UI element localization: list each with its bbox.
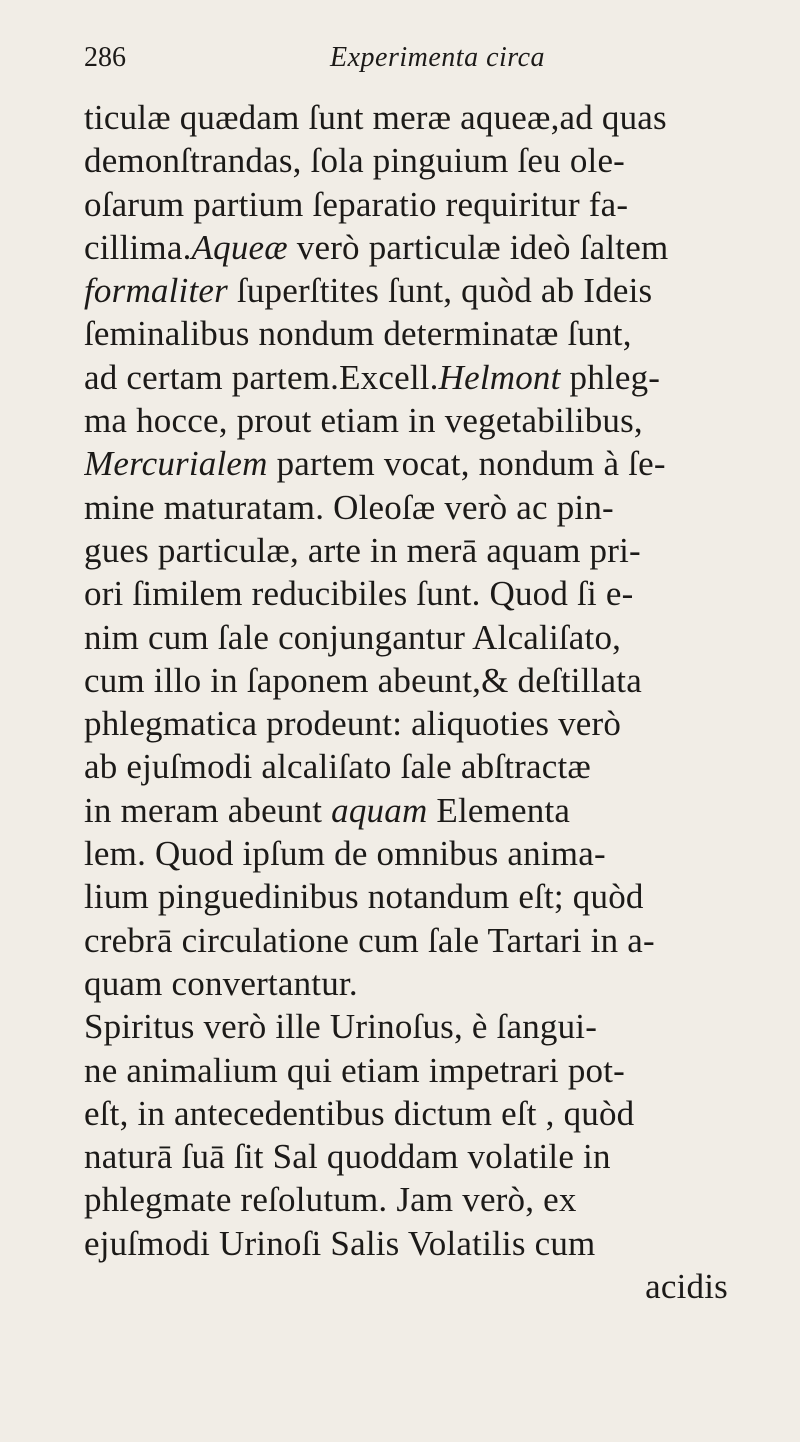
text-segment: phlegmatica prodeunt: aliquoties verò bbox=[84, 704, 622, 744]
text-line bbox=[84, 1135, 734, 1178]
text-segment: phleg- bbox=[560, 357, 661, 397]
italic-segment: formaliter bbox=[84, 271, 228, 311]
text-line bbox=[84, 1049, 734, 1092]
text-segment: phlegmate reſolutum. Jam verò, ex bbox=[84, 1180, 577, 1220]
text-segment: in meram abeunt bbox=[84, 790, 332, 830]
text-line bbox=[84, 96, 734, 139]
text-segment: ori ſimilem reducibiles ſunt. Quod ſi e- bbox=[84, 574, 634, 614]
text-line bbox=[84, 529, 734, 572]
text-segment: demonſtrandas, ſola pinguium ſeu ole- bbox=[84, 141, 626, 181]
text-line bbox=[84, 832, 734, 875]
text-line bbox=[84, 919, 734, 962]
text-line bbox=[84, 442, 734, 485]
text-segment: lium pinguedinibus notandum eſt; quòd bbox=[84, 877, 644, 917]
text-segment: ab ejuſmodi alcaliſato ſale abſtractæ bbox=[84, 747, 591, 787]
text-line bbox=[84, 659, 734, 702]
text-line bbox=[84, 1005, 734, 1048]
text-segment: cum illo in ſaponem abeunt,& deſtillata bbox=[84, 660, 642, 700]
text-segment: nim cum ſale conjungantur Alcaliſato, bbox=[84, 617, 622, 657]
italic-segment: Aqueæ bbox=[191, 227, 288, 267]
text-segment: ſeminalibus nondum determinatæ ſunt, bbox=[84, 314, 632, 354]
page-number: 286 bbox=[84, 42, 126, 73]
text-segment: Elementa bbox=[427, 790, 571, 830]
text-segment: ne animalium qui etiam impetrari pot- bbox=[84, 1050, 625, 1090]
text-segment: lem. Quod ipſum de omnibus anima- bbox=[84, 834, 606, 874]
text-segment: mine maturatam. Oleoſæ verò ac pin- bbox=[84, 487, 614, 527]
text-segment: ejuſmodi Urinoſi Salis Volatilis cum bbox=[84, 1223, 596, 1263]
text-line bbox=[84, 616, 734, 659]
text-segment: ſuperſtites ſunt, quòd ab Ideis bbox=[227, 271, 653, 311]
text-line bbox=[84, 183, 734, 226]
text-line bbox=[84, 269, 734, 312]
text-segment: quam convertantur. bbox=[84, 963, 358, 1003]
text-segment: partem vocat, nondum à ſe- bbox=[267, 444, 666, 484]
text-line bbox=[84, 1222, 734, 1265]
text-segment: cillima. bbox=[84, 227, 192, 267]
running-head bbox=[84, 42, 724, 82]
catchword: acidis bbox=[645, 1267, 728, 1307]
text-segment: oſarum partium ſeparatio requiritur fa- bbox=[84, 184, 629, 224]
text-segment: ad certam partem.Excell. bbox=[84, 357, 439, 397]
text-line bbox=[84, 1178, 734, 1221]
body-text bbox=[84, 96, 734, 1308]
italic-segment: aquam bbox=[331, 790, 428, 830]
running-title: Experimenta circa bbox=[330, 42, 546, 73]
text-line bbox=[84, 962, 734, 1005]
text-segment: verò particulæ ideò ſaltem bbox=[287, 227, 669, 267]
text-segment: naturā ſuā ſit Sal quoddam volatile in bbox=[84, 1137, 611, 1177]
text-segment: ma hocce, prout etiam in vegetabilibus, bbox=[84, 401, 643, 441]
text-line bbox=[84, 1092, 734, 1135]
text-segment: crebrā circulatione cum ſale Tartari in a- bbox=[84, 920, 655, 960]
text-segment: gues particulæ, arte in merā aquam pri- bbox=[84, 530, 641, 570]
text-line bbox=[84, 745, 734, 788]
text-segment: eſt, in antecedentibus dictum eſt , quòd bbox=[84, 1093, 635, 1133]
text-line bbox=[84, 312, 734, 355]
text-line bbox=[84, 226, 734, 269]
text-line bbox=[84, 356, 734, 399]
text-line bbox=[84, 789, 734, 832]
text-segment: Spiritus verò ille Urinoſus, è ſangui- bbox=[84, 1007, 598, 1047]
text-line bbox=[84, 139, 734, 182]
italic-segment: Mercurialem bbox=[84, 444, 268, 484]
text-line bbox=[84, 702, 734, 745]
text-segment: ticulæ quædam ſunt meræ aqueæ,ad quas bbox=[84, 98, 667, 137]
text-line bbox=[84, 486, 734, 529]
italic-segment: Helmont bbox=[438, 357, 561, 397]
text-line bbox=[84, 572, 734, 615]
text-line bbox=[84, 399, 734, 442]
text-line bbox=[84, 875, 734, 918]
